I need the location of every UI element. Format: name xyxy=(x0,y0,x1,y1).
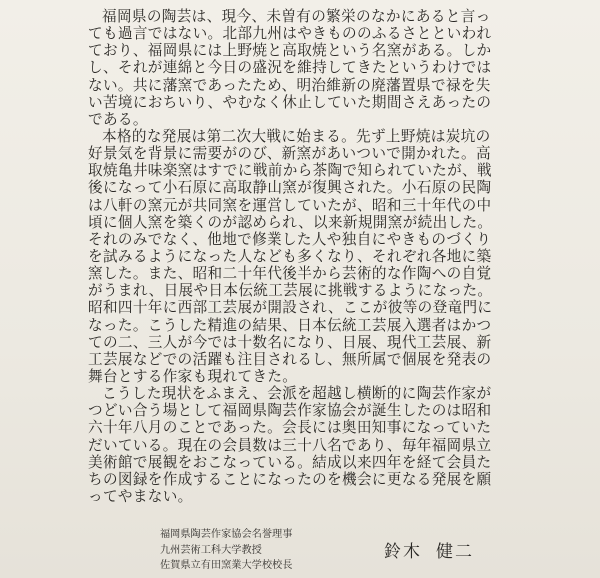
text-line: ても過言ではない。北部九州はやきもののふるさとといわれ xyxy=(88,25,492,43)
text-line: 工芸展などでの活躍も注目されるし、無所属で個展を発表の xyxy=(88,350,492,368)
text-line: 本格的な発展は第二次大戦に始まる。先ず上野焼は炭坑の xyxy=(102,127,491,145)
text-line: それのみでなく、他地で修業した人や独自にやきものづくり xyxy=(88,230,492,248)
text-line: は八軒の窯元が共同窯を運営していたが、昭和三十年代の中 xyxy=(88,196,492,214)
text-line: 窯した。また、昭和二十年代後半から芸術的な作陶への自覚 xyxy=(88,265,492,283)
text-line: 福岡県の陶芸は、現今、未曽有の繁栄のなかにあると言っ xyxy=(102,8,491,25)
author-title-line: 佐賀県立有田窯業大学校校長 xyxy=(160,560,293,571)
text-line: 頃に個人窯を築くのが認められ、以来新規開窯が続出した。 xyxy=(88,213,493,231)
text-line: 昭和四十年に西部工芸展が開設され、ここが彼等の登竜門に xyxy=(88,299,493,317)
text-line: い苦境におちいり、やむなく休止していた期間さえあったの xyxy=(88,93,492,111)
text-line: ており、福岡県には上野焼と高取焼という名窯がある。しか xyxy=(88,42,492,60)
text-line: なった。こうした精進の結果、日本伝統工芸展入選者はかつ xyxy=(88,316,492,334)
text-line: である。 xyxy=(88,110,148,128)
text-line: し、それが連綿と今日の盛況を維持してきたというわけでは xyxy=(88,59,492,77)
author-given-name: 健二 xyxy=(436,542,474,562)
author-name xyxy=(384,537,474,562)
text-line: 美術館で展観をおこなっている。結成以来四年を経て会員た xyxy=(88,453,492,471)
author-titles xyxy=(160,527,310,574)
paragraph-1 xyxy=(88,8,588,128)
paragraph-2 xyxy=(88,128,588,385)
text-line: 取焼亀井味楽窯はすでに戦前から茶陶で知られていたが、戦 xyxy=(88,162,492,180)
text-line: ちの図録を作成することになったのを機会に更なる発展を願 xyxy=(88,470,492,488)
text-line: だいている。現在の会員数は三十八名であり、毎年福岡県立 xyxy=(88,436,492,454)
text-line: 後になって小石原に高取静山窯が復興された。小石原の民陶 xyxy=(88,179,492,197)
text-line: を試みるようになった人なども多くなり、それぞれ各地に築 xyxy=(88,247,492,265)
text-line: 六十年八月のことであった。会長には奥田知事になっていた xyxy=(88,419,492,437)
text-line: ってやまない。 xyxy=(88,487,193,505)
text-line: 好景気を背景に需要がのび、新窯があいついで開かれた。高 xyxy=(88,145,491,163)
text-line: こうした現状をふまえ、会派を超越し横断的に陶芸作家が xyxy=(102,385,492,403)
text-line: 舞台とする作家も現れてきた。 xyxy=(88,367,298,385)
author-title-line: 九州芸術工科大学教授 xyxy=(160,544,262,556)
text-line: ての二、三人が今では十数名になり、日展、現代工芸展、新 xyxy=(88,333,492,351)
author-title-line: 福岡県陶芸作家協会名誉理事 xyxy=(160,529,293,540)
text-line: つどい合う場として福岡県陶芸作家協会が誕生したのは昭和 xyxy=(88,402,492,420)
paragraph-3 xyxy=(88,385,588,505)
text-line: ない。共に藩窯であったため、明治維新の廃藩置県で禄を失 xyxy=(88,76,491,94)
author-surname: 鈴木 xyxy=(384,542,422,562)
text-line: がうまれ、日展や日本伝統工芸展に挑戦するようになった。 xyxy=(88,282,493,300)
essay-body xyxy=(88,8,588,505)
